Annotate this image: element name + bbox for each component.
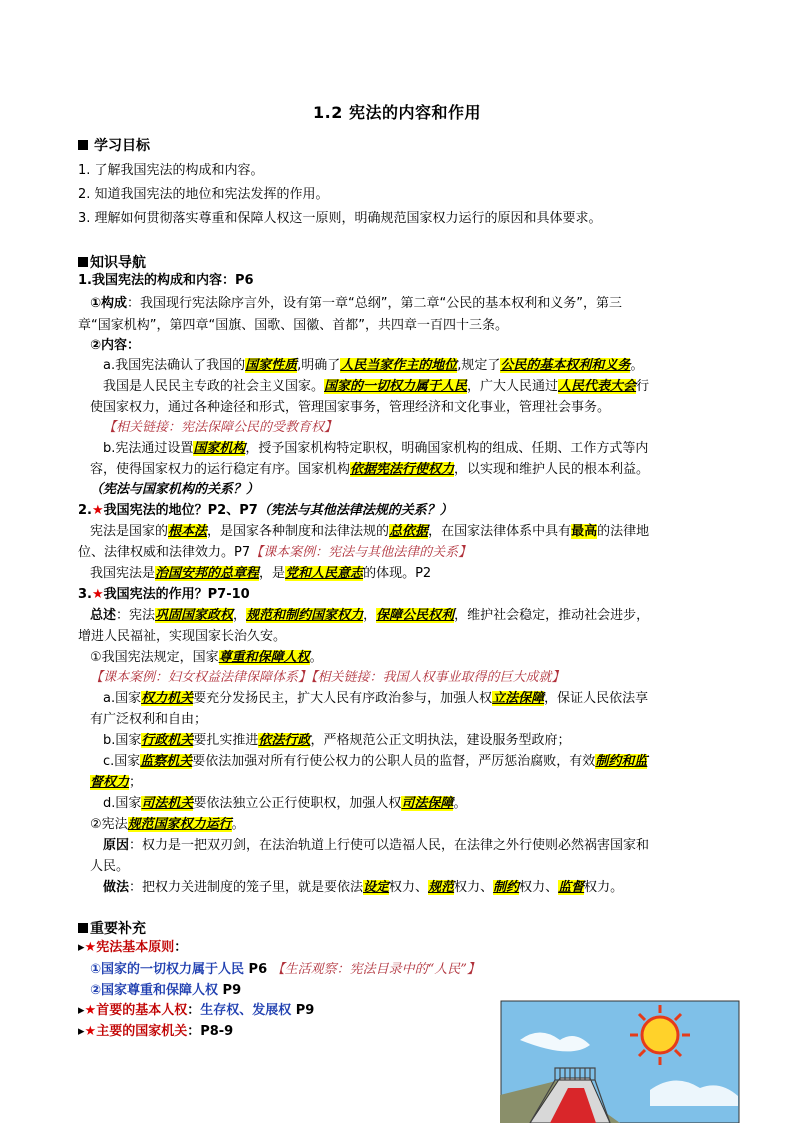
principle-2: ②国家尊重和保障人权 P9 xyxy=(90,983,242,998)
goal-item: 1. 了解我国宪法的构成和内容。 xyxy=(78,163,264,178)
status-line-3: 我国宪法是治国安邦的总章程，是党和人民意志的体现。P2 xyxy=(90,566,432,581)
section-2-heading: 2.★我国宪法的地位？P2、P7（宪法与其他法律法规的关系？） xyxy=(78,503,453,518)
section-3-heading: 3.★我国宪法的作用？P7-10 xyxy=(78,587,250,602)
role-point-2: ②宪法规范国家权力运行。 xyxy=(90,817,245,832)
content-a-line: a.我国宪法确认了我国的国家性质,明确了人民当家作主的地位,规定了公民的基本权利和义务。 xyxy=(103,358,644,373)
star-icon: ★ xyxy=(91,587,104,602)
goal-item: 3. 理解如何贯彻落实尊重和保障人权这一原则，明确规范国家权力运行的原因和具体要求。 xyxy=(78,211,602,226)
square-bullet-icon xyxy=(78,140,88,150)
related-link: 【相关链接：宪法保障公民的受教育权】 xyxy=(103,420,338,435)
nav-heading: 知识导航 xyxy=(78,252,146,272)
square-bullet-icon xyxy=(78,923,88,933)
basic-rights-item: ▸★首要的基本人权：生存权、发展权 P9 xyxy=(78,1003,315,1018)
principles-item: ▸★宪法基本原则： xyxy=(78,940,188,955)
arrow-icon: ▸ xyxy=(78,1003,85,1018)
sun-bridge-illustration-icon xyxy=(500,1000,740,1123)
arrow-icon: ▸ xyxy=(78,940,85,955)
star-icon: ★ xyxy=(84,940,97,955)
star-icon: ★ xyxy=(84,1003,97,1018)
organ-a-line-2: 有广泛权利和自由； xyxy=(90,712,208,727)
principle-1: ①国家的一切权力属于人民 P6 【生活观察：宪法目录中的“人民”】 xyxy=(90,962,480,977)
composition-line: ①构成：我国现行宪法除序言外，设有第一章“总纲”，第二章“公民的基本权利和义务”，第三 xyxy=(90,296,622,311)
state-organs-item: ▸★主要的国家机关：P8-9 xyxy=(78,1024,234,1039)
organ-a-line: a.国家权力机关要充分发扬民主，扩大人民有序政治参与，加强人权立法保障，保证人民依法享 xyxy=(103,691,649,706)
goal-item: 2. 知道我国宪法的地位和宪法发挥的作用。 xyxy=(78,187,329,202)
organ-d-line: d.国家司法机关要依法独立公正行使职权，加强人权司法保障。 xyxy=(103,796,467,811)
composition-line-2: 章“国家机构”，第四章“国旗、国歌、国徽、首都”，共四章一百四十三条。 xyxy=(78,318,508,333)
content-b-line-2: 容，使得国家权力的运行稳定有序。国家机构依据宪法行使权力，以实现和维护人民的根本利益。 xyxy=(90,462,650,477)
related-link: 【课本案例：妇女权益法律保障体系】【相关链接：我国人权事业取得的巨大成就】 xyxy=(90,670,565,685)
goals-heading: 学习目标 xyxy=(78,135,150,155)
arrow-icon: ▸ xyxy=(78,1024,85,1039)
organ-b-line: b.国家行政机关要扎实推进依法行政，严格规范公正文明执法，建设服务型政府； xyxy=(103,733,571,748)
page-title: 1.2 宪法的内容和作用 xyxy=(313,103,481,122)
organ-c-line-2: 督权力； xyxy=(90,775,143,790)
content-label: ②内容： xyxy=(90,338,141,353)
reason-line: 原因：权力是一把双刃剑，在法治轨道上行使可以造福人民，在法律之外行使则必然祸害国家和 xyxy=(103,838,650,853)
square-bullet-icon xyxy=(78,257,88,267)
method-line: 做法：把权力关进制度的笼子里，就是要依法设定权力、规范权力、制约权力、监督权力。 xyxy=(103,880,624,895)
content-a-line-3: 使国家权力，通过各种途径和形式，管理国家事务，管理经济和文化事业，管理社会事务。 xyxy=(90,400,611,415)
supplement-heading: 重要补充 xyxy=(78,918,146,938)
question-note: （宪法与国家机构的关系？） xyxy=(90,482,260,497)
content-a-line-2: 我国是人民民主专政的社会主义国家。国家的一切权力属于人民，广大人民通过人民代表大会行 xyxy=(103,379,650,394)
star-icon: ★ xyxy=(91,503,104,518)
role-summary-line-2: 增进人民福祉，实现国家长治久安。 xyxy=(78,629,287,644)
organ-c-line: c.国家监察机关要依法加强对所有行使公权力的公职人员的监督，严厉惩治腐败，有效制约和监 xyxy=(103,754,648,769)
role-point-1: ①我国宪法规定，国家尊重和保障人权。 xyxy=(90,650,323,665)
section-1-heading: 1.我国宪法的构成和内容：P6 xyxy=(78,273,254,288)
role-summary-line: 总述：宪法巩固国家政权，规范和制约国家权力，保障公民权利，维护社会稳定，推动社会进步， xyxy=(90,608,650,623)
reason-line-2: 人民。 xyxy=(90,859,130,874)
content-b-line: b.宪法通过设置国家机构，授予国家机构特定职权，明确国家机构的组成、任期、工作方式等内 xyxy=(103,441,649,456)
status-line: 宪法是国家的根本法，是国家各种制度和法律法规的总依据，在国家法律体系中具有最高的法律地 xyxy=(90,524,650,539)
status-line-2: 位、法律权威和法律效力。P7【课本案例：宪法与其他法律的关系】 xyxy=(78,545,472,560)
star-icon: ★ xyxy=(84,1024,97,1039)
